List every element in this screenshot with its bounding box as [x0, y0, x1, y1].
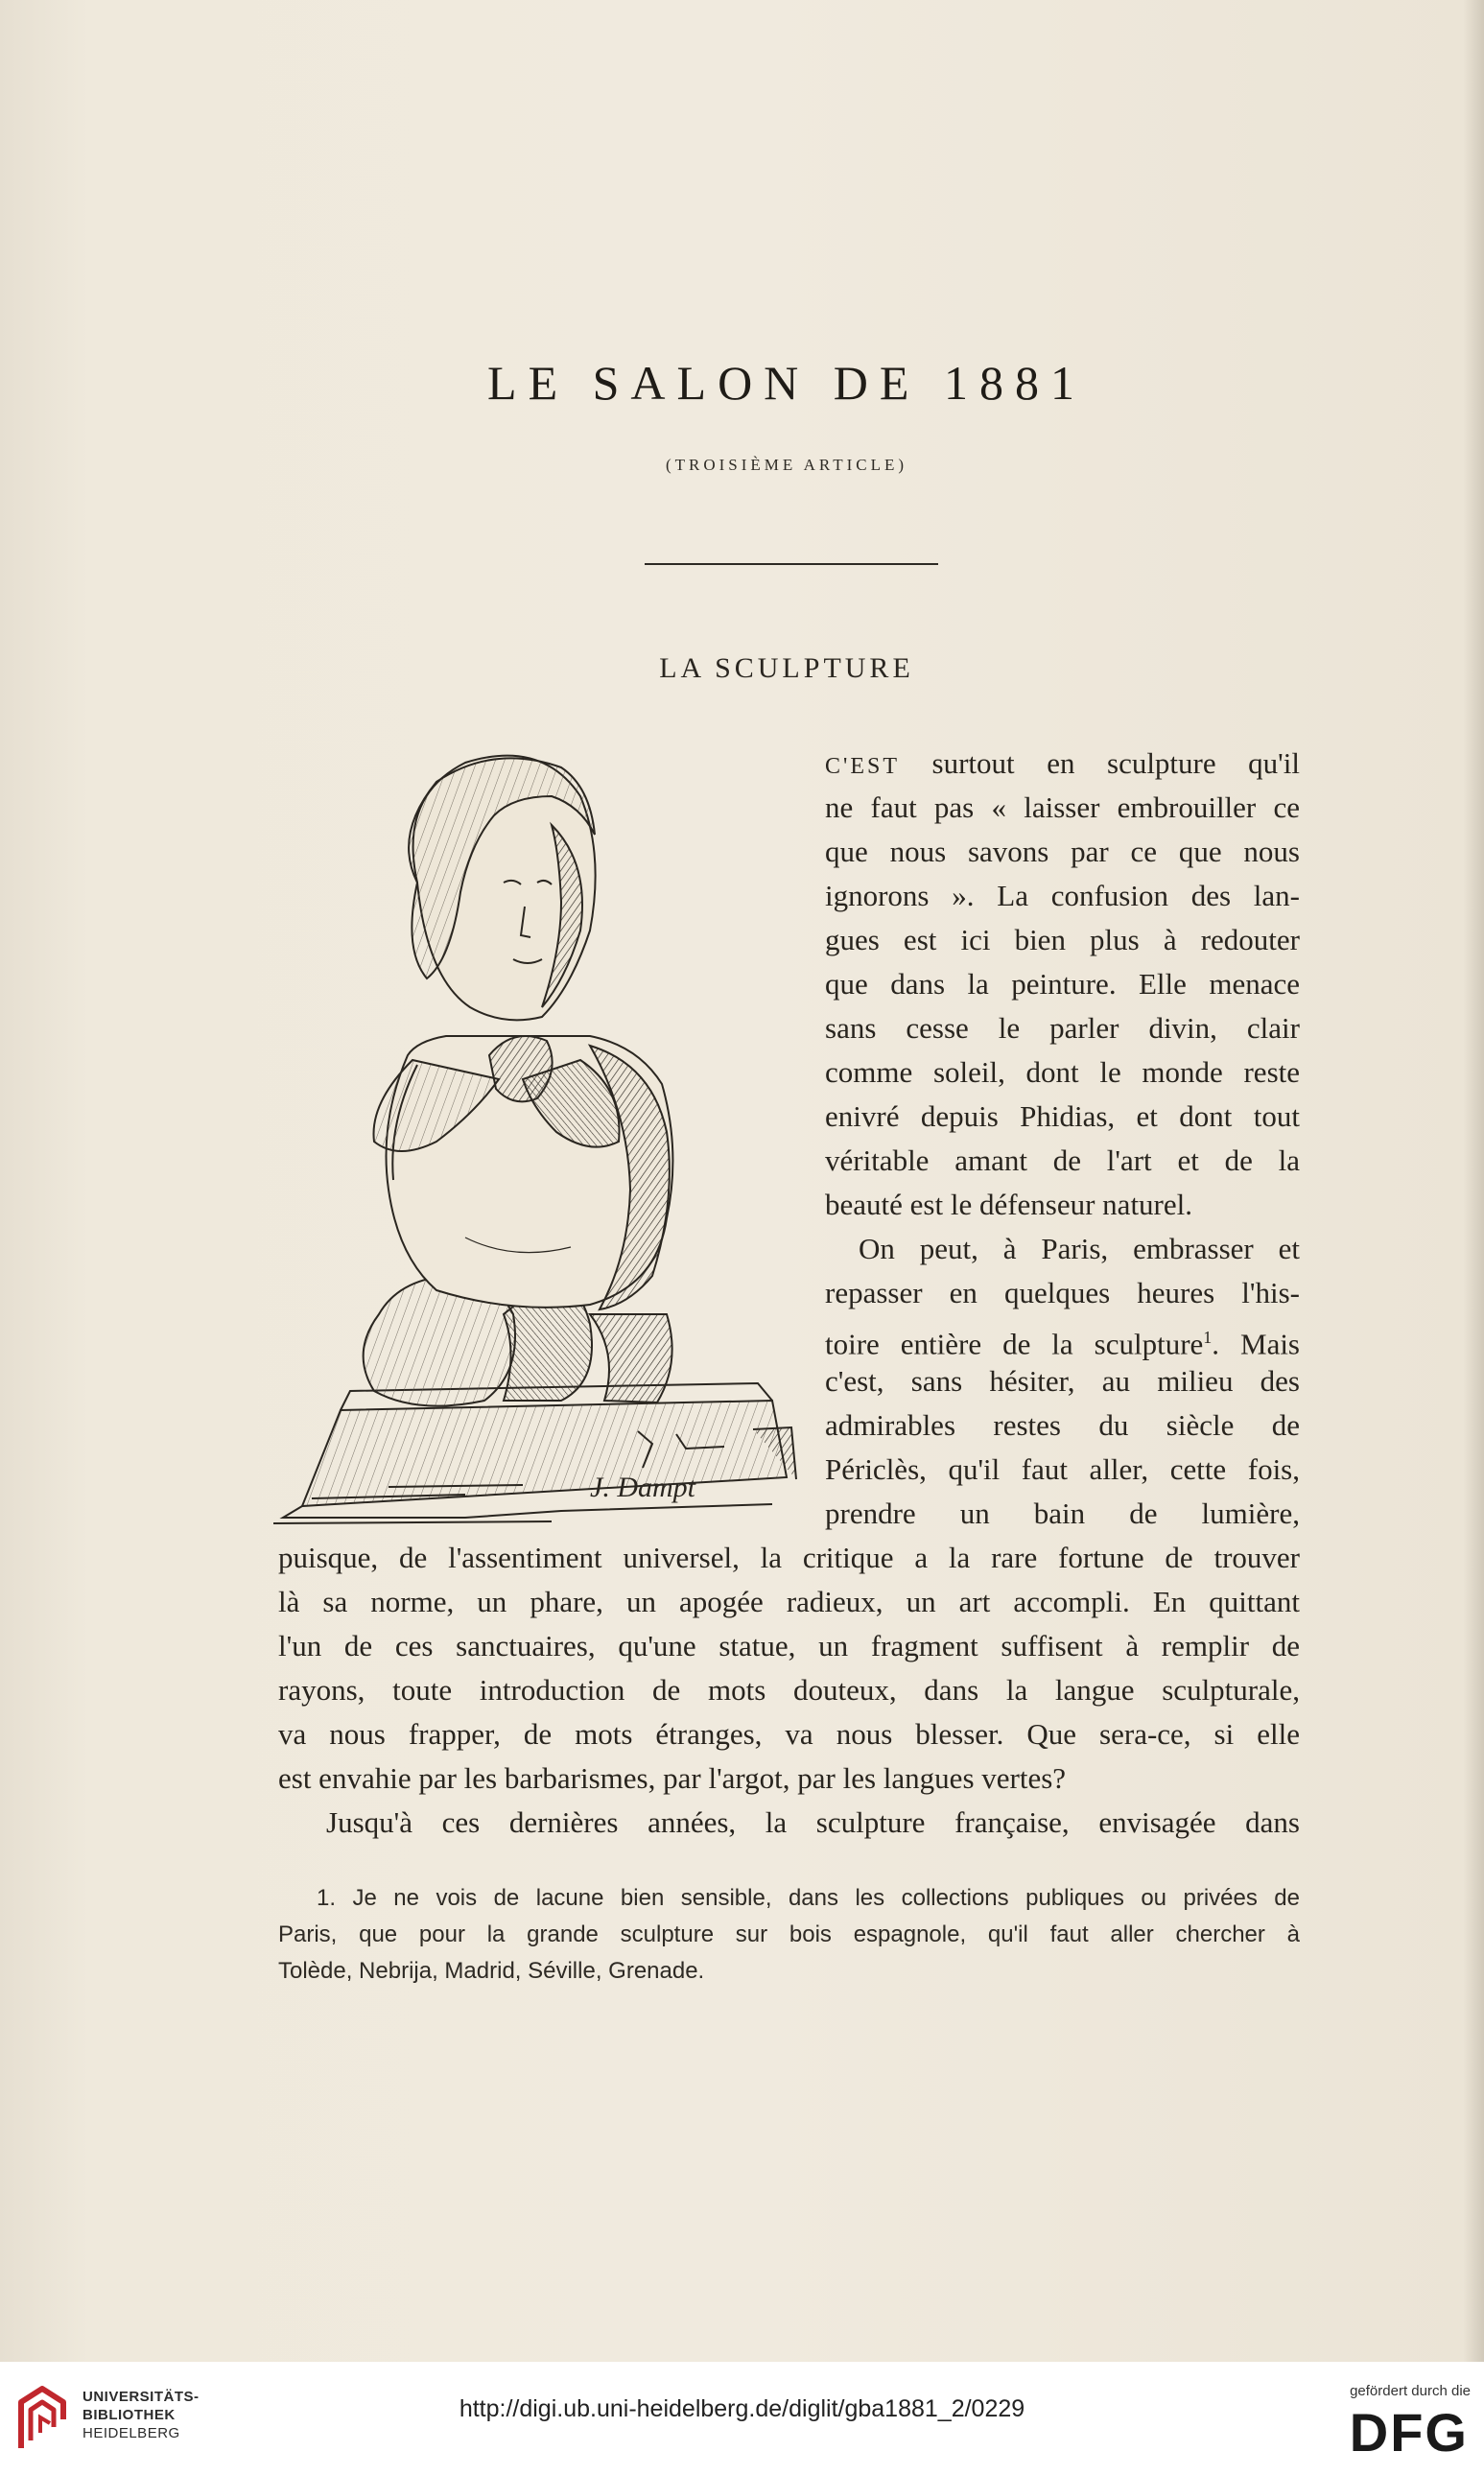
artist-signature: J. Dampt [590, 1472, 695, 1503]
text-line: rayons, toute introduction de mots douteux, dans la langue sculpturale, [278, 1673, 1300, 1707]
text-line: enivré depuis Phidias, et dont tout [825, 1099, 1300, 1133]
text-line: puisque, de l'assentiment universel, la critique a la rare fortune de trouver [278, 1541, 1300, 1574]
text-line: est envahie par les barbarismes, par l'argot, par les langues vertes? [278, 1761, 1067, 1795]
text-line: que dans la peinture. Elle menace [825, 967, 1300, 1001]
section-heading: LA SCULPTURE [659, 652, 914, 684]
text-line: véritable amant de l'art et de la [825, 1143, 1300, 1177]
text-line: gues est ici bien plus à redouter [825, 923, 1300, 956]
library-name-line: UNIVERSITÄTS- [82, 2389, 200, 2405]
text-line: beauté est le défenseur naturel. [825, 1188, 1193, 1221]
text-line: On peut, à Paris, embrasser et [859, 1232, 1300, 1265]
permalink-url[interactable]: http://digi.ub.uni-heidelberg.de/diglit/gba1881_2/0229 [459, 2395, 1025, 2422]
text-line: ne faut pas « laisser embrouiller ce [825, 790, 1300, 824]
text-line: toire entière de la sculpture$^1$. Mais [825, 1327, 1300, 1361]
dfg-logo[interactable]: DFG [1349, 2402, 1469, 2463]
text-line: Périclès, qu'il faut aller, cette fois, [825, 1452, 1300, 1486]
text-line: c'est, sans hésiter, au milieu des [825, 1364, 1300, 1398]
text-line: Jusqu'à ces dernières années, la sculpture française, envisagée dans [326, 1805, 1300, 1839]
text-line: sans cesse le parler divin, clair [825, 1011, 1300, 1045]
text-line: ignorons ». La confusion des lan- [825, 879, 1300, 912]
footnote-line: Tolède, Nebrija, Madrid, Séville, Grenade. [278, 1958, 705, 1984]
text-line: prendre un bain de lumière, [825, 1497, 1300, 1530]
pedestal [273, 1383, 796, 1523]
text-line: là sa norme, un phare, un apogée radieux, un art accompli. En quittant [278, 1585, 1300, 1618]
text-line: que nous savons par ce que nous [825, 835, 1300, 868]
sculpture-illustration [273, 739, 820, 1535]
article-title: LE SALON DE 1881 [487, 356, 1086, 410]
article-subtitle: (TROISIÈME ARTICLE) [665, 456, 908, 474]
footnote-line: Paris, que pour la grande sculpture sur bois espagnole, qu'il faut aller chercher à [278, 1921, 1300, 1947]
title-divider [645, 563, 938, 565]
text-line: va nous frapper, de mots étranges, va nous blesser. Que sera-ce, si elle [278, 1717, 1300, 1751]
library-name-line: HEIDELBERG [82, 2425, 180, 2441]
text-line: admirables restes du siècle de [825, 1408, 1300, 1442]
footnote-line: 1. Je ne vois de lacune bien sensible, dans les collections publiques ou privées de [317, 1885, 1300, 1911]
text-line: l'un de ces sanctuaires, qu'une statue, un fragment suffisent à remplir de [278, 1629, 1300, 1662]
text-line: comme soleil, dont le monde reste [825, 1055, 1300, 1089]
funding-caption: gefördert durch die [1350, 2383, 1471, 2399]
text-line: C'EST surtout en sculpture qu'il [825, 746, 1300, 780]
library-name-line: BIBLIOTHEK [82, 2407, 176, 2423]
text-line: repasser en quelques heures l'his- [825, 1276, 1300, 1309]
figure-head [409, 756, 596, 1021]
footnote-marker[interactable]: 1 [1203, 1328, 1213, 1347]
